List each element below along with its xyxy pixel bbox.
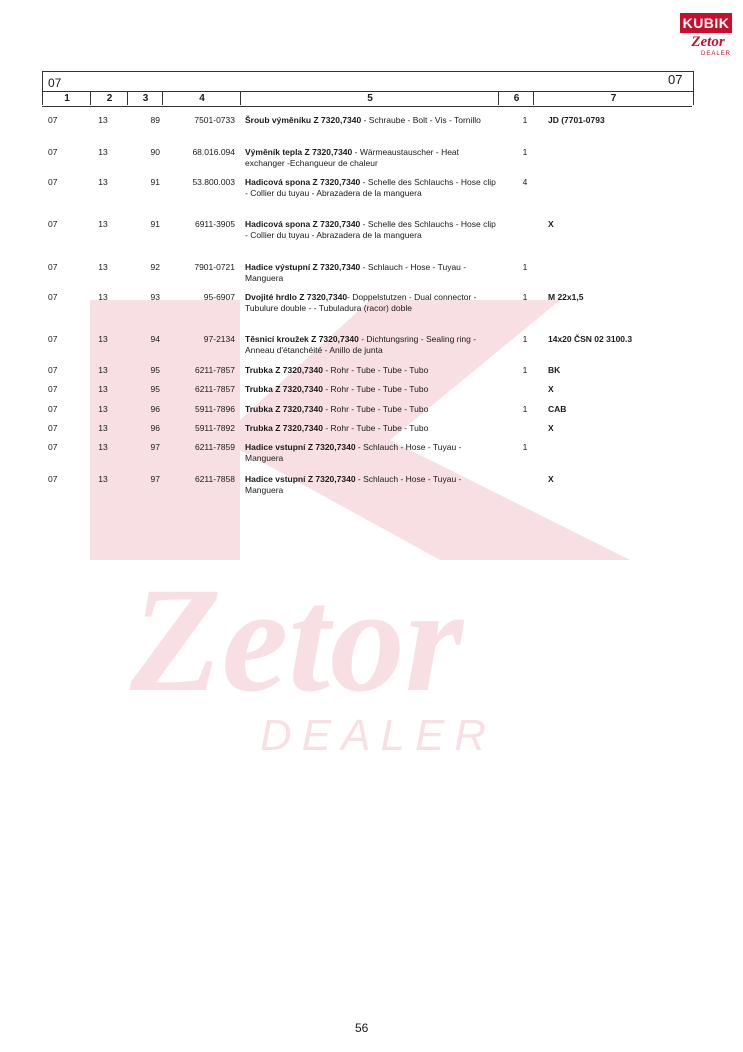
cell-quantity: 1 [522,442,528,452]
svg-text:DEALER: DEALER [260,711,497,760]
cell-description [245,147,500,168]
part-name: Dvojité hrdlo Z 7320,7340 [245,292,348,302]
cell-description [245,292,500,313]
cell-col-3: 91 [150,219,160,229]
cell-note: M 22x1,5 [548,292,584,302]
cell-col-1: 07 [48,365,58,375]
cell-note: BK [548,365,561,375]
part-translations: - Schraube - Bolt - Vis - Tornillo [361,115,481,125]
section-code-right: 07 [668,72,683,87]
cell-col-2: 13 [98,474,108,484]
cell-col-2: 13 [98,365,108,375]
cell-note: X [548,474,554,484]
cell-col-2: 13 [98,334,108,344]
cell-quantity: 1 [522,115,528,125]
cell-note: X [548,384,554,394]
cell-part-number: 68.016.094 [192,147,235,157]
part-translations: - Dichtungsring - Sealing ring - Anneau d'étanchéité - Anillo de junta [245,334,477,355]
section-frame [42,71,694,92]
cell-col-1: 07 [48,262,58,272]
cell-col-3: 93 [150,292,160,302]
cell-part-number: 6211-7859 [194,442,235,452]
cell-col-1: 07 [48,219,58,229]
header-col-6: 6 [498,92,534,105]
cell-col-3: 96 [150,423,160,433]
part-name: Hadice vstupní Z 7320,7340 [245,442,356,452]
part-name: Výměník tepla Z 7320,7340 [245,147,353,157]
cell-col-3: 92 [150,262,160,272]
cell-part-number: 5911-7896 [194,404,235,414]
cell-col-3: 97 [150,474,160,484]
part-translations: - Wärmeaustauscher - Heat exchanger -Echangueur de chaleur [245,147,460,168]
cell-description [245,384,500,395]
cell-description [245,404,500,415]
cell-col-1: 07 [48,115,58,125]
cell-quantity: 1 [522,262,528,272]
cell-col-2: 13 [98,115,108,125]
cell-col-2: 13 [98,219,108,229]
cell-col-2: 13 [98,384,108,394]
cell-quantity: 4 [522,177,528,187]
part-name: Trubka Z 7320,7340 [245,404,323,414]
cell-quantity: 1 [522,147,528,157]
part-name: Hadicová spona Z 7320,7340 [245,219,361,229]
cell-part-number: 5911-7892 [194,423,235,433]
cell-part-number: 6211-7858 [194,474,235,484]
part-name: Trubka Z 7320,7340 [245,423,323,433]
cell-col-1: 07 [48,334,58,344]
cell-col-3: 95 [150,384,160,394]
header-col-1: 1 [42,92,91,105]
cell-col-2: 13 [98,147,108,157]
part-translations: - Rohr - Tube - Tube - Tubo [322,365,429,375]
part-name: Hadice výstupní Z 7320,7340 [245,262,361,272]
cell-col-2: 13 [98,404,108,414]
cell-note: CAB [548,404,567,414]
cell-note: X [548,423,554,433]
cell-description [245,442,500,463]
part-name: Těsnicí kroužek Z 7320,7340 [245,334,359,344]
cell-part-number: 7901-0721 [194,262,235,272]
kubik-zetor-logo [679,12,735,64]
cell-description [245,474,500,495]
cell-part-number: 53.800.003 [192,177,235,187]
part-name: Hadicová spona Z 7320,7340 [245,177,361,187]
cell-col-1: 07 [48,442,58,452]
cell-part-number: 6211-7857 [194,384,235,394]
logo-zetor-text: Zetor [691,34,725,50]
cell-quantity: 1 [522,404,528,414]
cell-quantity: 1 [522,365,528,375]
cell-col-3: 89 [150,115,160,125]
svg-text:Zetor: Zetor [130,557,464,723]
cell-part-number: 6211-7857 [194,365,235,375]
part-name: Trubka Z 7320,7340 [245,365,323,375]
cell-note: X [548,219,554,229]
part-translations: - Rohr - Tube - Tube - Tubo [322,423,429,433]
header-col-2: 2 [90,92,128,105]
cell-part-number: 7501-0733 [194,115,235,125]
cell-col-3: 97 [150,442,160,452]
cell-col-1: 07 [48,423,58,433]
cell-col-1: 07 [48,147,58,157]
part-translations: - Rohr - Tube - Tube - Tubo [322,404,429,414]
part-translations: - Schlauch - Hose - Tuyau - Manguera [245,474,462,495]
cell-col-2: 13 [98,177,108,187]
cell-col-1: 07 [48,177,58,187]
cell-col-2: 13 [98,442,108,452]
cell-col-2: 13 [98,292,108,302]
header-col-4: 4 [162,92,241,105]
page-number: 56 [355,1021,369,1035]
part-translations: - Schelle des Schlauchs - Hose clip - Collier du tuyau - Abrazadera de la manguera [245,177,496,198]
cell-col-3: 96 [150,404,160,414]
cell-description [245,334,500,355]
part-translations: - Rohr - Tube - Tube - Tubo [322,384,429,394]
part-translations: - Schlauch - Hose - Tuyau - Manguera [245,262,467,283]
cell-part-number: 97-2134 [203,334,235,344]
cell-description [245,423,500,434]
logo-kubik-text: KUBIK [680,13,732,33]
cell-col-3: 94 [150,334,160,344]
part-name: Trubka Z 7320,7340 [245,384,323,394]
cell-col-1: 07 [48,292,58,302]
cell-col-1: 07 [48,474,58,484]
cell-description [245,177,500,198]
section-code-left: 07 [48,76,62,90]
header-col-3: 3 [127,92,163,105]
cell-col-1: 07 [48,404,58,414]
cell-col-2: 13 [98,262,108,272]
logo-dealer-text: DEALER [700,51,731,57]
cell-col-3: 95 [150,365,160,375]
cell-quantity: 1 [522,334,528,344]
cell-description [245,115,500,126]
cell-note: 14x20 ČSN 02 3100.3 [548,334,633,344]
part-translations: - Schelle des Schlauchs - Hose clip - Collier du tuyau - Abrazadera de la manguera [245,219,496,240]
cell-description [245,365,500,376]
part-translations: - Doppelstutzen - Dual connector - Tubulure double - - Tubuladura (racor) doble [245,292,477,313]
cell-col-2: 13 [98,423,108,433]
cell-quantity: 1 [522,292,528,302]
cell-description [245,219,500,240]
cell-col-1: 07 [48,384,58,394]
cell-col-3: 90 [150,147,160,157]
header-col-7: 7 [533,92,694,105]
part-name: Šroub výměníku Z 7320,7340 [245,115,362,125]
cell-note: JD (7701-0793 [548,115,605,125]
part-name: Hadice vstupní Z 7320,7340 [245,474,356,484]
cell-col-3: 91 [150,177,160,187]
cell-part-number: 95-6907 [203,292,235,302]
part-translations: - Schlauch - Hose - Tuyau - Manguera [245,442,462,463]
header-col-5: 5 [240,92,499,105]
cell-description [245,262,500,283]
cell-part-number: 6911-3905 [194,219,235,229]
